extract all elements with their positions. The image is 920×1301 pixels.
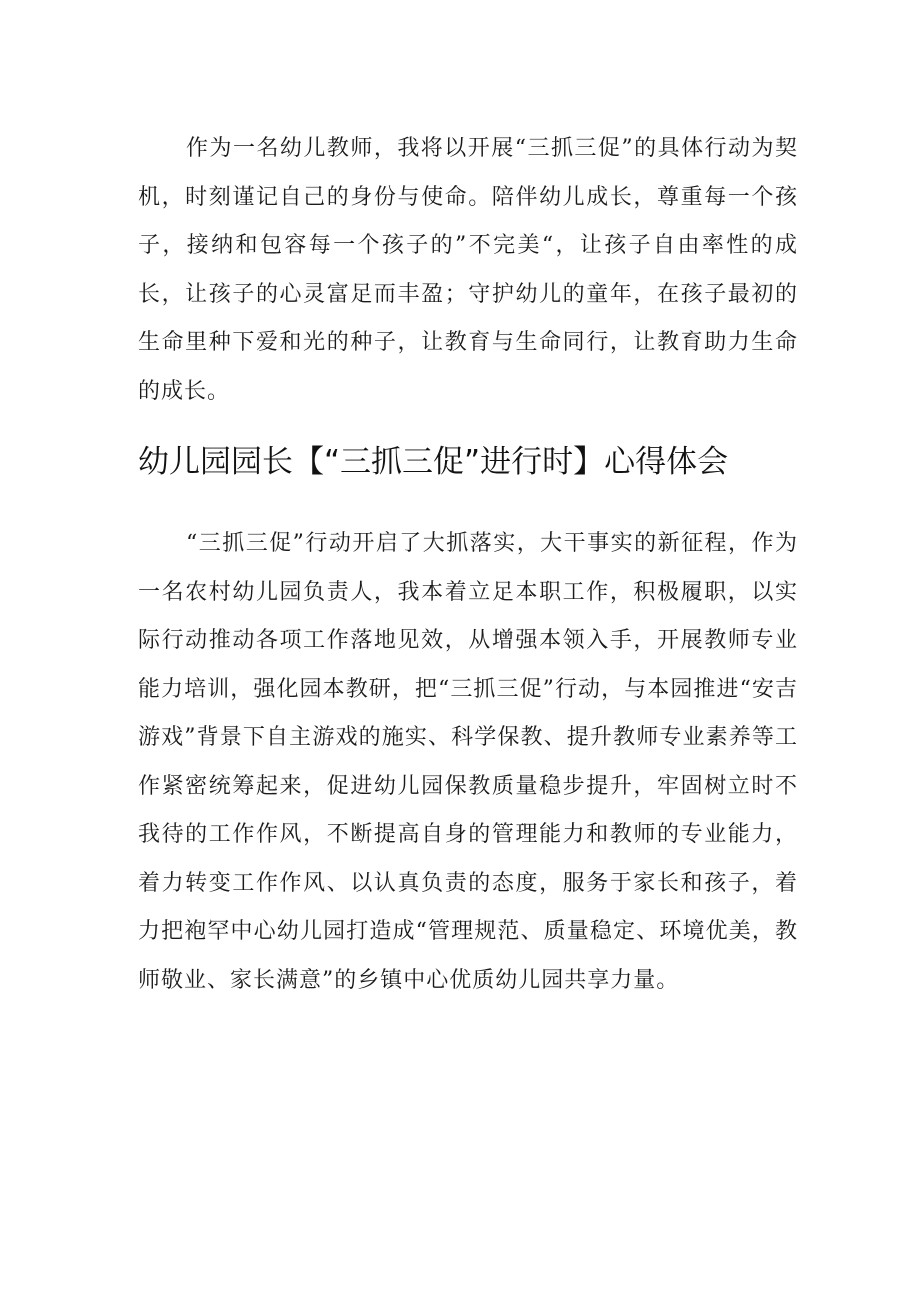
section-heading: 幼儿园园长【“三抓三促”进行时】心得体会 — [138, 444, 729, 480]
body-paragraph-teacher-commitment: 作为一名幼儿教师，我将以开展“三抓三促”的具体行动为契机，时刻谨记自己的身份与使命。陪伴幼儿成长，尊重每一个孩子，接纳和包容每一个孩子的”不完美“，让孩子自由率性的成长，让孩子的心灵富足而丰盈；守护幼儿的童年，在孩子最初的生命里种下爱和光的种子，让教育与生命同行，让教育助力生命的成长。 — [138, 136, 798, 404]
body-paragraph-principal-reflection: “三抓三促”行动开启了大抓落实，大干事实的新征程，作为一名农村幼儿园负责人，我本着立足本职工作，积极履职，以实际行动推动各项工作落地见效，从增强本领入手，开展教师专业能力培训，强化园本教研，把“三抓三促”行动，与本园推进“安吉游戏”背景下自主游戏的施实、科学保教、提升教师专业素养等工作紧密统筹起来，促进幼儿园保教质量稳步提升，牢固树立时不我待的工作作风，不断提高自身的管理能力和教师的专业能力，着力转变工作作风、以认真负责的态度，服务于家长和孩子，着力把袍罕中心幼儿园打造成“管理规范、质量稳定、环境优美，教师敬业、家长满意”的乡镇中心优质幼儿园共享力量。 — [138, 531, 798, 993]
